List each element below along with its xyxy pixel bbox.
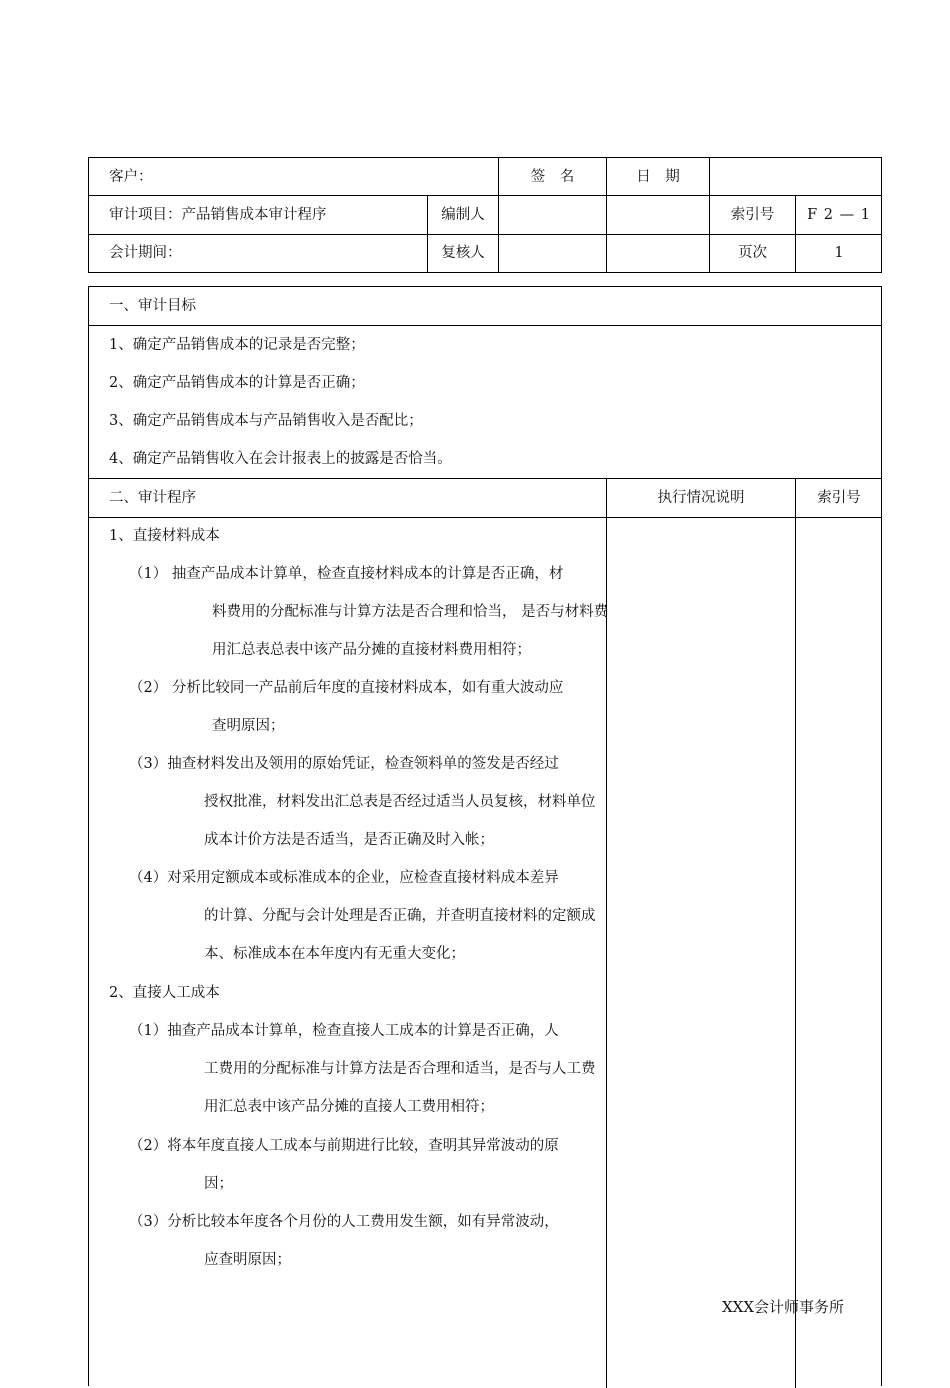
procedure-line: 应查明原因； [204,1252,291,1268]
procedure-line: 1、直接材料成本 [109,528,220,544]
date-label: 日 期 [636,169,680,185]
execution-column-header: 执行情况说明 [657,490,745,506]
index-label: 索引号 [730,207,775,223]
procedure-line: 料费用的分配标准与计算方法是否合理和恰当， 是否与材料费 [212,604,609,620]
preparer-label: 编制人 [441,207,485,223]
procedure-line: 查明原因； [212,718,285,734]
firm-name: XXX会计师事务所 [722,1298,845,1316]
objective-item: 2、确定产品销售成本的计算是否正确； [109,375,365,391]
procedure-line: 因； [204,1176,233,1192]
procedure-line: （2） 分析比较同一产品前后年度的直接材料成本，如有重大波动应 [129,680,564,696]
procedure-line: 授权批准，材料发出汇总表是否经过适当人员复核，材料单位 [204,794,596,810]
reviewer-label: 复核人 [441,245,485,261]
procedure-line: 本、标准成本在本年度内有无重大变化； [204,946,465,962]
objective-item: 3、确定产品销售成本与产品销售收入是否配比； [109,413,423,429]
page-label: 页次 [738,245,767,261]
procedure-line: （1）抽查产品成本计算单，检查直接人工成本的计算是否正确，人 [129,1023,559,1039]
index-column-header: 索引号 [817,490,861,506]
procedure-line: 的计算、分配与会计处理是否正确，并查明直接材料的定额成 [204,908,596,924]
procedures-title: 二、审计程序 [109,490,196,506]
objective-item: 1、确定产品销售成本的记录是否完整； [109,337,365,353]
period-label: 会计期间： [109,245,182,261]
index-value: F 2 — 1 [807,207,871,223]
procedure-line: 工费用的分配标准与计算方法是否合理和适当，是否与人工费 [204,1061,596,1077]
procedure-line: 用汇总表中该产品分摊的直接人工费用相符； [204,1099,494,1115]
objective-item: 4、确定产品销售收入在会计报表上的披露是否恰当。 [109,451,452,467]
program-table [88,286,882,1386]
procedure-line: 2、直接人工成本 [109,985,220,1001]
procedure-line: （2）将本年度直接人工成本与前期进行比较，查明其异常波动的原 [129,1138,559,1154]
procedure-line: （3）分析比较本年度各个月份的人工费用发生额，如有异常波动， [129,1214,559,1230]
procedure-line: 用汇总表总表中该产品分摊的直接材料费用相符； [212,642,531,658]
header-table [88,157,882,273]
sign-label: 签 名 [530,169,575,185]
objectives-title: 一、审计目标 [109,298,196,314]
project-label: 审计项目：产品销售成本审计程序 [109,207,327,223]
procedure-line: （3）抽查材料发出及领用的原始凭证，检查领料单的签发是否经过 [129,756,559,772]
procedure-line: （4）对采用定额成本或标准成本的企业，应检查直接材料成本差异 [129,870,559,886]
procedure-line: （1） 抽查产品成本计算单，检查直接材料成本的计算是否正确，材 [129,566,564,582]
procedure-line: 成本计价方法是否适当，是否正确及时入帐； [204,832,494,848]
page-value: 1 [834,245,844,261]
client-label: 客户： [109,169,153,185]
